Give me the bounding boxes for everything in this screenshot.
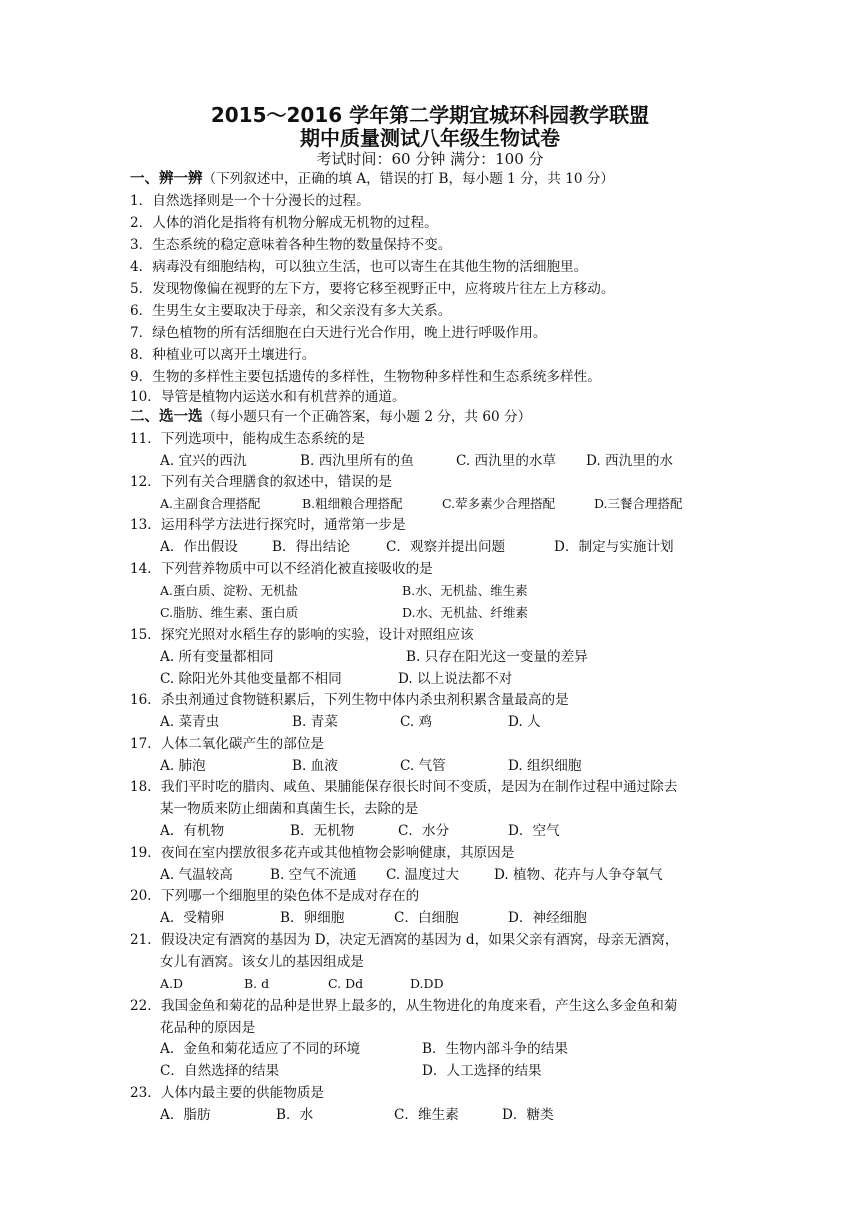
q12-option-d: D.三餐合理搭配: [594, 496, 683, 511]
q18-option-c: C．水分: [398, 823, 450, 839]
section1-heading: 一、辨一辨: [130, 171, 203, 187]
q15-option-c: C. 除阳光外其他变量都不相同: [160, 671, 342, 687]
q18-option-a: A．有机物: [160, 823, 225, 839]
q14-option-c: C.脂肪、维生素、蛋白质: [160, 605, 299, 620]
question-17-stem: 17．人体二氧化碳产生的部位是: [130, 736, 325, 752]
q11-option-d: D. 西氿里的水: [586, 453, 674, 469]
q11-option-b: B. 西氿里所有的鱼: [300, 453, 414, 469]
q14-option-b: B.水、无机盐、维生素: [402, 583, 528, 598]
question-14-stem: 14．下列营养物质中可以不经消化被直接吸收的是: [130, 561, 433, 577]
q15-option-b: B. 只存在阳光这一变量的差异: [406, 649, 588, 665]
q23-option-b: B．水: [276, 1107, 314, 1123]
q19-option-a: A. 气温较高: [160, 867, 233, 883]
q21-option-d: D.DD: [410, 976, 444, 991]
q12-option-c: C.荤多素少合理搭配: [442, 496, 556, 511]
q13-option-c: C．观察并提出问题: [386, 539, 506, 555]
q22-option-a: A．金鱼和菊花适应了不同的环境: [160, 1041, 361, 1057]
q20-option-c: C．白细胞: [394, 910, 459, 926]
tf-item-6: 6．生男生女主要取决于母亲，和父亲没有多大关系。: [130, 303, 452, 319]
q12-option-a: A.主副食合理搭配: [160, 496, 261, 511]
q14-option-d: D.水、无机盐、纤维素: [402, 605, 529, 620]
exam-title-line2: 期中质量测试八年级生物试卷: [300, 126, 560, 150]
section2-note: （每小题只有一个正确答案，每小题 2 分，共 60 分）: [202, 409, 532, 425]
q13-option-a: A．作出假设: [160, 539, 238, 555]
question-19-stem: 19．夜间在室内摆放很多花卉或其他植物会影响健康，其原因是: [130, 845, 515, 861]
question-13-stem: 13．运用科学方法进行探究时，通常第一步是: [130, 517, 406, 533]
question-22-stem-line2: 花品种的原因是: [160, 1020, 256, 1036]
q13-option-d: D．制定与实施计划: [554, 539, 674, 555]
q23-option-c: C．维生素: [394, 1107, 459, 1123]
q16-option-d: D. 人: [508, 714, 541, 730]
tf-item-7: 7．绿色植物的所有活细胞在白天进行光合作用，晚上进行呼吸作用。: [130, 325, 547, 341]
question-22-stem-line1: 22．我国金鱼和菊花的品种是世界上最多的，从生物进化的角度来看，产生这么多金鱼和菊: [130, 998, 678, 1014]
q19-option-b: B. 空气不流通: [270, 867, 357, 883]
q16-option-a: A. 菜青虫: [160, 714, 220, 730]
tf-item-8: 8．种植业可以离开土壤进行。: [130, 347, 316, 363]
question-21-stem-line1: 21．假设决定有酒窝的基因为 D，决定无酒窝的基因为 d，如果父亲有酒窝，母亲无酒窝，: [130, 932, 679, 948]
q11-option-c: C. 西氿里的水草: [456, 453, 557, 469]
section1-heading-line: [130, 170, 614, 188]
q17-option-c: C. 气管: [400, 758, 446, 774]
q15-option-a: A. 所有变量都相同: [160, 649, 274, 665]
q16-option-c: C. 鸡: [400, 714, 433, 730]
question-20-stem: 20．下列哪一个细胞里的染色体不是成对存在的: [130, 888, 420, 904]
q17-option-b: B. 血液: [292, 758, 338, 774]
question-16-stem: 16．杀虫剂通过食物链积累后，下列生物中体内杀虫剂积累含量最高的是: [130, 692, 569, 708]
q20-option-a: A．受精卵: [160, 910, 225, 926]
section2-heading: 二、选一选: [130, 409, 203, 425]
q17-option-a: A. 肺泡: [160, 758, 206, 774]
exam-title-line1: 2015～2016 学年第二学期宜城环科园教学联盟: [210, 103, 650, 127]
question-11-stem: 11．下列选项中，能构成生态系统的是: [130, 431, 365, 447]
q19-option-d: D. 植物、花卉与人争夺氧气: [494, 867, 663, 883]
question-15-stem: 15．探究光照对水稻生存的影响的实验，设计对照组应该: [130, 627, 474, 643]
question-21-stem-line2: 女儿有酒窝。该女儿的基因组成是: [160, 954, 364, 970]
q21-option-c: C. Dd: [328, 976, 364, 991]
question-18-stem-line2: 某一物质来防止细菌和真菌生长，去除的是: [160, 801, 419, 817]
tf-item-5: 5．发现物像偏在视野的左下方，要将它移至视野正中，应将玻片往左上方移动。: [130, 281, 615, 297]
q11-option-a: A. 宜兴的西氿: [160, 453, 247, 469]
q16-option-b: B. 青菜: [292, 714, 338, 730]
q21-option-a: A.D: [160, 976, 184, 991]
tf-item-3: 3．生态系统的稳定意味着各种生物的数量保持不变。: [130, 237, 452, 253]
q23-option-d: D．糖类: [502, 1107, 554, 1123]
q20-option-d: D．神经细胞: [508, 910, 587, 926]
q18-option-d: D．空气: [508, 823, 560, 839]
q22-option-c: C．自然选择的结果: [160, 1063, 280, 1079]
tf-item-9: 9．生物的多样性主要包括遗传的多样性，生物物种多样性和生态系统多样性。: [130, 369, 601, 385]
q18-option-b: B．无机物: [290, 823, 355, 839]
tf-item-4: 4．病毒没有细胞结构，可以独立生活，也可以寄生在其他生物的活细胞里。: [130, 259, 588, 275]
q22-option-b: B．生物内部斗争的结果: [422, 1041, 568, 1057]
question-12-stem: 12．下列有关合理膳食的叙述中，错误的是: [130, 474, 392, 490]
q19-option-c: C. 温度过大: [386, 867, 459, 883]
tf-item-2: 2．人体的消化是指将有机物分解成无机物的过程。: [130, 215, 438, 231]
q17-option-d: D. 组织细胞: [508, 758, 582, 774]
section1-note: （下列叙述中，正确的填 A，错误的打 B，每小题 1 分，共 10 分）: [202, 171, 615, 187]
section2-heading-line: [130, 408, 531, 426]
q15-option-d: D. 以上说法都不对: [398, 671, 513, 687]
exam-info: 考试时间：60 分钟 满分：100 分: [316, 150, 544, 168]
q13-option-b: B．得出结论: [272, 539, 350, 555]
q23-option-a: A．脂肪: [160, 1107, 211, 1123]
q20-option-b: B．卵细胞: [280, 910, 345, 926]
tf-item-10: 10．导管是植物内运送水和有机营养的通道。: [130, 389, 406, 405]
tf-item-1: 1．自然选择则是一个十分漫长的过程。: [130, 193, 370, 209]
q12-option-b: B.粗细粮合理搭配: [302, 496, 403, 511]
question-23-stem: 23．人体内最主要的供能物质是: [130, 1085, 325, 1101]
q21-option-b: B. d: [244, 976, 270, 991]
q14-option-a: A.蛋白质、淀粉、无机盐: [160, 583, 299, 598]
q22-option-d: D．人工选择的结果: [422, 1063, 542, 1079]
question-18-stem-line1: 18．我们平时吃的腊肉、咸鱼、果脯能保存很长时间不变质，是因为在制作过程中通过除去: [130, 779, 678, 795]
